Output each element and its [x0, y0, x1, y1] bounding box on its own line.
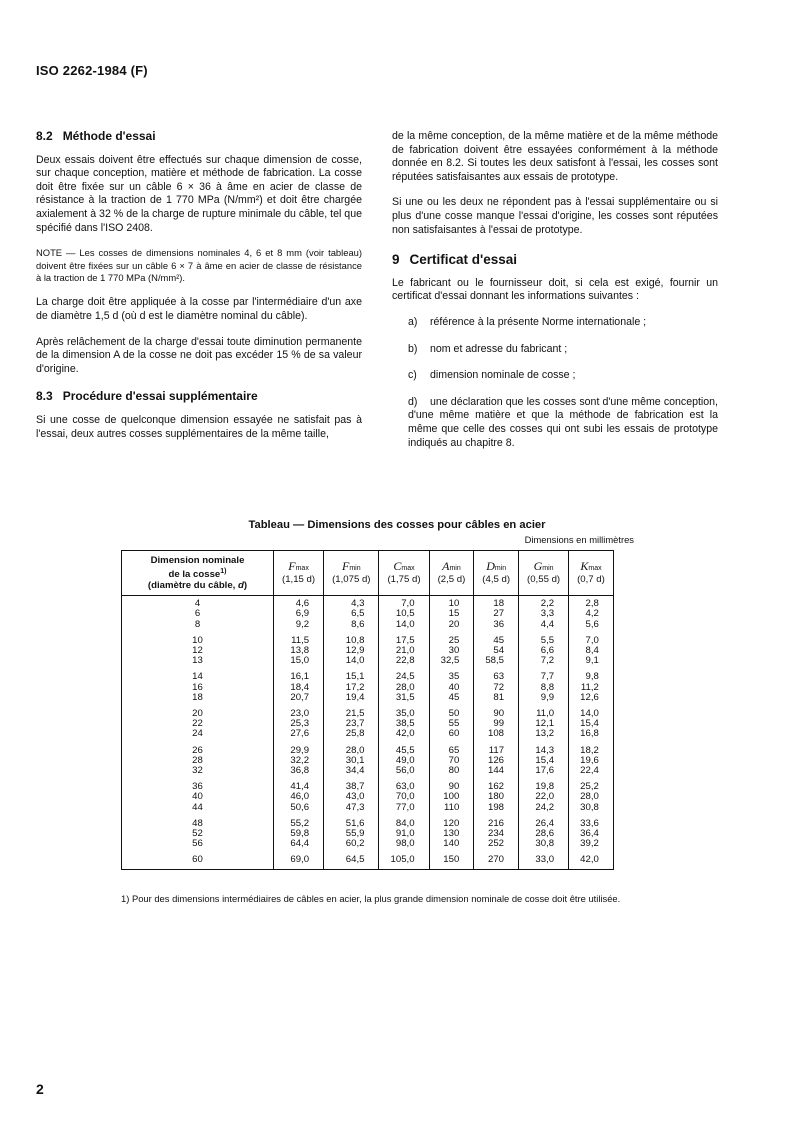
- table-cell: 19,4: [324, 693, 379, 703]
- paragraph: Si une cosse de quelconque dimension essayée ne satisfait pas à l'essai, deux autres cosses supplémentaires de la même taille,: [36, 413, 362, 440]
- list-marker: b): [408, 342, 418, 355]
- cell-nominal-dimension: 40: [122, 792, 274, 802]
- table-cell: 150: [429, 849, 474, 869]
- header-symbol: F: [288, 559, 296, 574]
- header-formula: (0,7 d): [577, 573, 605, 585]
- table-cell: 15,1: [324, 666, 379, 682]
- table-cell: 56,0: [379, 766, 429, 776]
- right-column: [392, 130, 718, 463]
- table-cell: 126: [474, 756, 519, 766]
- table-cell: 33,0: [519, 849, 569, 869]
- table-cell: 4,3: [324, 596, 379, 610]
- table-cell: 30: [429, 646, 474, 656]
- table-cell: 17,2: [324, 683, 379, 693]
- table-cell: 11,0: [519, 703, 569, 719]
- header-subscript: min: [494, 565, 507, 573]
- table-cell: 60: [429, 729, 474, 739]
- table-cell: 27,6: [274, 729, 324, 739]
- table-cell: 72: [474, 683, 519, 693]
- table-cell: 25,3: [274, 719, 324, 729]
- table-cell: 10: [429, 596, 474, 610]
- header-subscript: max: [588, 565, 602, 573]
- paragraph: La charge doit être appliquée à la cosse par l'intermédiaire d'un axe de diamètre 1,5 d (où d est le diamètre nominal du câble).: [36, 296, 362, 322]
- cell-nominal-dimension: 12: [122, 646, 274, 656]
- cell-nominal-dimension: 52: [122, 829, 274, 839]
- list-item: [408, 316, 718, 330]
- table-cell: 105,0: [379, 849, 429, 869]
- table-cell: 15: [429, 609, 474, 619]
- table-cell: 77,0: [379, 803, 429, 813]
- table-cell: 29,9: [274, 740, 324, 756]
- dimensions-table: [121, 550, 614, 870]
- table-cell: 55: [429, 719, 474, 729]
- table-cell: 55,2: [274, 813, 324, 829]
- table-cell: 22,0: [519, 792, 569, 802]
- cell-nominal-dimension: 56: [122, 839, 274, 849]
- section-title: Procédure d'essai supplémentaire: [62, 389, 258, 404]
- table-row: [122, 849, 614, 869]
- table-cell: 64,4: [274, 839, 324, 849]
- table-cell: 130: [429, 829, 474, 839]
- section-number: 9: [392, 252, 400, 268]
- table-cell: 120: [429, 813, 474, 829]
- table-cell: 21,0: [379, 646, 429, 656]
- table-cell: 98,0: [379, 839, 429, 849]
- cell-nominal-dimension: 20: [122, 703, 274, 719]
- header-subscript: min: [449, 565, 461, 573]
- table-cell: 21,5: [324, 703, 379, 719]
- table-cell: 55,9: [324, 829, 379, 839]
- table-cell: 18,2: [569, 740, 614, 756]
- table-row: [122, 766, 614, 776]
- header-col: [519, 551, 569, 596]
- paragraph: Deux essais doivent être effectués sur chaque dimension de cosse, sur chaque conception, matière et méthode de fabrication. La cosse doit être fixée sur un câble 6 × 36 à âme en acier de classe de résistance à la traction de 1 770 MPa (N/mm²) et doit être chargée axialement à 32 % de la charge de rupture minimale du câble, tel que spécifié dans l'ISO 2408.: [36, 153, 362, 234]
- table-cell: 90: [474, 703, 519, 719]
- table-cell: 30,8: [569, 803, 614, 813]
- table-cell: 51,6: [324, 813, 379, 829]
- header-col: [274, 551, 324, 596]
- table-cell: 16,8: [569, 729, 614, 739]
- header-formula: (1,75 d): [387, 573, 421, 585]
- table-cell: 38,5: [379, 719, 429, 729]
- table-cell: 12,9: [324, 646, 379, 656]
- table-cell: 6,6: [519, 646, 569, 656]
- header-symbol: K: [580, 559, 589, 574]
- table-cell: 16,1: [274, 666, 324, 682]
- table-cell: 23,0: [274, 703, 324, 719]
- cell-nominal-dimension: 44: [122, 803, 274, 813]
- cell-nominal-dimension: 60: [122, 849, 274, 869]
- table-cell: 22,8: [379, 656, 429, 666]
- table-cell: 9,2: [274, 620, 324, 630]
- table-footnote: 1) Pour des dimensions intermédiaires de câbles en acier, la plus grande dimension nominale de cosse doit être utilisée.: [121, 893, 621, 904]
- table-cell: 50: [429, 703, 474, 719]
- table-cell: 8,6: [324, 620, 379, 630]
- header-formula: (4,5 d): [482, 573, 511, 585]
- header-subscript: min: [349, 565, 361, 573]
- table-cell: 6,5: [324, 609, 379, 619]
- table-cell: 9,1: [569, 656, 614, 666]
- table-cell: 110: [429, 803, 474, 813]
- cell-nominal-dimension: 6: [122, 609, 274, 619]
- table-cell: 198: [474, 803, 519, 813]
- table-cell: 8,4: [569, 646, 614, 656]
- table-cell: 91,0: [379, 829, 429, 839]
- table-cell: 20: [429, 620, 474, 630]
- paragraph: Si une ou les deux ne répondent pas à l'essai supplémentaire ou si plus d'une cosse manque l'essai d'origine, les cosses sont réputées non satisfaisantes à l'essai de prototype.: [392, 196, 718, 236]
- footnote-ref: 1): [220, 568, 227, 575]
- table-cell: 30,8: [519, 839, 569, 849]
- table-cell: 100: [429, 792, 474, 802]
- table-cell: 12,1: [519, 719, 569, 729]
- table-cell: 162: [474, 776, 519, 792]
- table-cell: 46,0: [274, 792, 324, 802]
- table-unit: Dimensions en millimètres: [524, 534, 634, 545]
- table-cell: 13,8: [274, 646, 324, 656]
- table-cell: 7,2: [519, 656, 569, 666]
- table-cell: 22,4: [569, 766, 614, 776]
- table-cell: 60,2: [324, 839, 379, 849]
- table-cell: 81: [474, 693, 519, 703]
- cell-nominal-dimension: 13: [122, 656, 274, 666]
- cell-nominal-dimension: 4: [122, 596, 274, 610]
- header-formula: (1,15 d): [282, 573, 316, 585]
- table-cell: 42,0: [569, 849, 614, 869]
- table-cell: 28,6: [519, 829, 569, 839]
- table-cell: 36,8: [274, 766, 324, 776]
- table-row: [122, 693, 614, 703]
- header-formula: (0,55 d): [527, 573, 561, 585]
- table-cell: 4,4: [519, 620, 569, 630]
- table-cell: 63: [474, 666, 519, 682]
- section-9-heading: [392, 253, 718, 267]
- paragraph: Le fabricant ou le fournisseur doit, si cela est exigé, fournir un certificat d'essai donnant les informations suivantes :: [392, 276, 718, 303]
- header-subscript: max: [401, 565, 415, 573]
- table-cell: 11,2: [569, 683, 614, 693]
- table-cell: 28,0: [379, 683, 429, 693]
- table-cell: 38,7: [324, 776, 379, 792]
- table-cell: 19,8: [519, 776, 569, 792]
- cell-nominal-dimension: 24: [122, 729, 274, 739]
- header-text: (diamètre du câble,: [147, 580, 239, 592]
- table-cell: 34,4: [324, 766, 379, 776]
- left-column: [36, 130, 362, 453]
- table-cell: 18,4: [274, 683, 324, 693]
- header-text: ): [243, 580, 248, 592]
- table-cell: 47,3: [324, 803, 379, 813]
- cell-nominal-dimension: 8: [122, 620, 274, 630]
- table-cell: 24,5: [379, 666, 429, 682]
- table-cell: 25,8: [324, 729, 379, 739]
- table-cell: 4,2: [569, 609, 614, 619]
- list-item: [408, 396, 718, 450]
- table-cell: 80: [429, 766, 474, 776]
- table-cell: 14,0: [569, 703, 614, 719]
- table-cell: 69,0: [274, 849, 324, 869]
- table-cell: 90: [429, 776, 474, 792]
- section-number: 8.2: [36, 129, 53, 143]
- table-cell: 14,0: [379, 620, 429, 630]
- table-body: [122, 596, 614, 869]
- table-cell: 13,2: [519, 729, 569, 739]
- table-cell: 70: [429, 756, 474, 766]
- table-cell: 99: [474, 719, 519, 729]
- cell-nominal-dimension: 26: [122, 740, 274, 756]
- table-row: [122, 596, 614, 610]
- note: NOTE — Les cosses de dimensions nominales 4, 6 et 8 mm (voir tableau) doivent être fixées sur un câble 6 × 7 à âme en acier de classe de résistance à la traction de 1 770 MPa (N/mm²).: [36, 247, 362, 283]
- header-text: d: [238, 580, 244, 592]
- table-row: [122, 620, 614, 630]
- paragraph: de la même conception, de la même matière et de la même méthode de fabrication doivent être essayées conformément à la méthode donnée en 8.2. Si toutes les deux satisfont à l'essai, les cosses sont réputées satisfaisantes aux essais de prototype.: [392, 130, 718, 183]
- section-8-3-heading: [36, 390, 362, 404]
- table-cell: 10,8: [324, 630, 379, 646]
- header-formula: (1,075 d): [332, 573, 371, 585]
- list-marker: c): [408, 369, 417, 382]
- cell-nominal-dimension: 18: [122, 693, 274, 703]
- table-cell: 58,5: [474, 656, 519, 666]
- section-number: 8.3: [36, 389, 53, 404]
- table-cell: 49,0: [379, 756, 429, 766]
- header-symbol: A: [442, 559, 450, 574]
- table-row: [122, 666, 614, 682]
- cell-nominal-dimension: 14: [122, 666, 274, 682]
- paragraph: Après relâchement de la charge d'essai toute diminution permanente de la dimension A de la cosse ne doit pas excéder 15 % de sa valeur d'origine.: [36, 335, 362, 375]
- table-cell: 9,8: [569, 666, 614, 682]
- table-cell: 54: [474, 646, 519, 656]
- table-cell: 40: [429, 683, 474, 693]
- table-cell: 41,4: [274, 776, 324, 792]
- table-cell: 5,6: [569, 620, 614, 630]
- cell-nominal-dimension: 32: [122, 766, 274, 776]
- table-cell: 39,2: [569, 839, 614, 849]
- table-cell: 15,4: [569, 719, 614, 729]
- table-cell: 10,5: [379, 609, 429, 619]
- table-row: [122, 740, 614, 756]
- section-8-2-heading: [36, 130, 362, 144]
- table-cell: 64,5: [324, 849, 379, 869]
- cell-nominal-dimension: 10: [122, 630, 274, 646]
- table-cell: 42,0: [379, 729, 429, 739]
- table-cell: 20,7: [274, 693, 324, 703]
- page-number: 2: [36, 1081, 44, 1097]
- header-subscript: min: [542, 565, 554, 573]
- header-subscript: max: [295, 565, 309, 573]
- table-cell: 36: [474, 620, 519, 630]
- table-cell: 25: [429, 630, 474, 646]
- table-cell: 70,0: [379, 792, 429, 802]
- list-text: nom et adresse du fabricant ;: [430, 342, 568, 355]
- table-cell: 17,6: [519, 766, 569, 776]
- list-item: [408, 343, 718, 357]
- table-cell: 65: [429, 740, 474, 756]
- table-cell: 14,0: [324, 656, 379, 666]
- table-cell: 30,1: [324, 756, 379, 766]
- list-text: dimension nominale de cosse ;: [430, 369, 576, 382]
- table-cell: 3,3: [519, 609, 569, 619]
- header-symbol: C: [393, 559, 402, 574]
- table-cell: 28,0: [569, 792, 614, 802]
- table-cell: 4,6: [274, 596, 324, 610]
- header-col: [474, 551, 519, 596]
- table-row: [122, 839, 614, 849]
- table-cell: 33,6: [569, 813, 614, 829]
- table-row: [122, 776, 614, 792]
- table-cell: 7,0: [569, 630, 614, 646]
- table-cell: 2,2: [519, 596, 569, 610]
- document-code: ISO 2262-1984 (F): [36, 63, 148, 78]
- header-symbol: D: [486, 559, 495, 574]
- table-cell: 2,8: [569, 596, 614, 610]
- table-cell: 180: [474, 792, 519, 802]
- table-cell: 45: [429, 693, 474, 703]
- header-col: [379, 551, 429, 596]
- list-text: référence à la présente Norme internationale ;: [430, 315, 647, 328]
- table-cell: 117: [474, 740, 519, 756]
- list-text: une déclaration que les cosses sont d'une même conception, d'une même matière et que la méthode de fabrication est la même que celle des cosses qui ont subi les essais de prototype indiqués au chapitre 8.: [408, 395, 718, 449]
- table-row: [122, 656, 614, 666]
- table-cell: 27: [474, 609, 519, 619]
- table-row: [122, 813, 614, 829]
- table-cell: 8,8: [519, 683, 569, 693]
- header-text: Dimension nominale: [150, 555, 245, 566]
- table-cell: 26,4: [519, 813, 569, 829]
- list-item: [408, 369, 718, 383]
- header-col: [429, 551, 474, 596]
- table-cell: 36,4: [569, 829, 614, 839]
- table-cell: 216: [474, 813, 519, 829]
- table-cell: 14,3: [519, 740, 569, 756]
- list-marker: d): [408, 395, 418, 408]
- header-nominal-dimension: [122, 551, 274, 596]
- cell-nominal-dimension: 48: [122, 813, 274, 829]
- table-cell: 63,0: [379, 776, 429, 792]
- table-cell: 252: [474, 839, 519, 849]
- table-cell: 28,0: [324, 740, 379, 756]
- cell-nominal-dimension: 16: [122, 683, 274, 693]
- table-cell: 25,2: [569, 776, 614, 792]
- header-col: [569, 551, 614, 596]
- table-cell: 35: [429, 666, 474, 682]
- table-cell: 35,0: [379, 703, 429, 719]
- table-cell: 17,5: [379, 630, 429, 646]
- header-col: [324, 551, 379, 596]
- table-header-row: [122, 551, 614, 596]
- table-row: [122, 703, 614, 719]
- table-cell: 24,2: [519, 803, 569, 813]
- cell-nominal-dimension: 36: [122, 776, 274, 792]
- table-cell: 32,2: [274, 756, 324, 766]
- section-title: Méthode d'essai: [62, 129, 156, 143]
- table-cell: 12,6: [569, 693, 614, 703]
- table-cell: 18: [474, 596, 519, 610]
- table-row: [122, 729, 614, 739]
- header-formula: (2,5 d): [437, 573, 466, 585]
- table-cell: 45,5: [379, 740, 429, 756]
- table-cell: 45: [474, 630, 519, 646]
- cell-nominal-dimension: 22: [122, 719, 274, 729]
- table-cell: 32,5: [429, 656, 474, 666]
- section-title: Certificat d'essai: [409, 252, 518, 268]
- table-cell: 140: [429, 839, 474, 849]
- cell-nominal-dimension: 28: [122, 756, 274, 766]
- table-row: [122, 630, 614, 646]
- table-cell: 270: [474, 849, 519, 869]
- table-row: [122, 803, 614, 813]
- table-title: Tableau — Dimensions des cosses pour câbles en acier: [248, 519, 546, 531]
- table-cell: 19,6: [569, 756, 614, 766]
- table-cell: 11,5: [274, 630, 324, 646]
- table-cell: 108: [474, 729, 519, 739]
- table-cell: 15,0: [274, 656, 324, 666]
- table-cell: 234: [474, 829, 519, 839]
- table-cell: 50,6: [274, 803, 324, 813]
- table-cell: 84,0: [379, 813, 429, 829]
- header-symbol: F: [341, 559, 350, 574]
- header-text: de la cosse: [168, 569, 221, 581]
- table-cell: 6,9: [274, 609, 324, 619]
- table-cell: 23,7: [324, 719, 379, 729]
- table-cell: 59,8: [274, 829, 324, 839]
- list-marker: a): [408, 315, 418, 328]
- header-symbol: G: [533, 559, 543, 574]
- table-cell: 43,0: [324, 792, 379, 802]
- table-cell: 5,5: [519, 630, 569, 646]
- table-cell: 9,9: [519, 693, 569, 703]
- table-cell: 31,5: [379, 693, 429, 703]
- table-cell: 7,0: [379, 596, 429, 610]
- table-cell: 15,4: [519, 756, 569, 766]
- table-cell: 7,7: [519, 666, 569, 682]
- table-cell: 144: [474, 766, 519, 776]
